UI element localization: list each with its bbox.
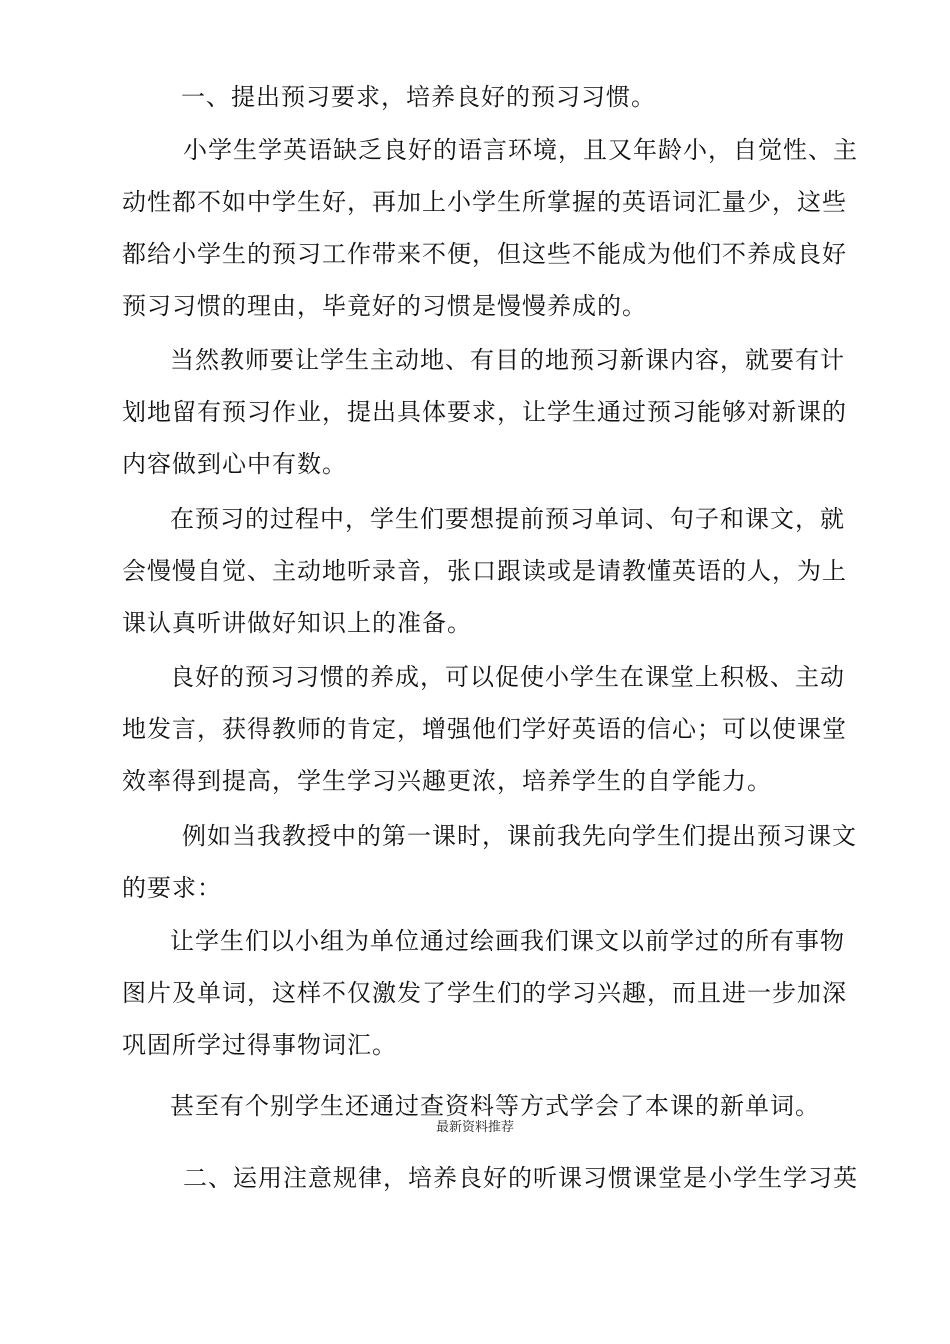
paragraph-line: 都给小学生的预习工作带来不便，但这些不能成为他们不养成良好 [122, 240, 847, 268]
paragraph-line: 在预习的过程中，学生们要想提前预习单词、句子和课文，就 [170, 505, 845, 533]
paragraph-line: 巩固所学过得事物词汇。 [122, 1031, 397, 1059]
paragraph-line: 内容做到心中有数。 [122, 450, 347, 478]
paragraph-line: 动性都不如中学生好，再加上小学生所掌握的英语词汇量少，这些 [122, 188, 847, 216]
paragraph-line: 效率得到提高，学生学习兴趣更浓，培养学生的自学能力。 [122, 767, 772, 795]
paragraph-line: 地发言，获得教师的肯定，增强他们学好英语的信心；可以使课堂 [122, 715, 847, 743]
paragraph-line: 预习习惯的理由，毕竟好的习惯是慢慢养成的。 [122, 292, 647, 320]
paragraph-line: 当然教师要让学生主动地、有目的地预习新课内容，就要有计 [170, 346, 845, 374]
paragraph-line: 划地留有预习作业，提出具体要求，让学生通过预习能够对新课的 [122, 398, 847, 426]
paragraph-line: 的要求： [122, 874, 222, 902]
paragraph-line: 小学生学英语缺乏良好的语言环境，且又年龄小，自觉性、主 [183, 136, 858, 164]
paragraph-line: 让学生们以小组为单位通过绘画我们课文以前学过的所有事物 [170, 927, 845, 955]
paragraph-line: 图片及单词，这样不仅激发了学生们的学习兴趣，而且进一步加深 [122, 979, 847, 1007]
paragraph-line: 课认真听讲做好知识上的准备。 [122, 609, 472, 637]
paragraph-line: 例如当我教授中的第一课时，课前我先向学生们提出预习课文 [182, 822, 857, 850]
paragraph-line: 会慢慢自觉、主动地听录音，张口跟读或是请教懂英语的人，为上 [122, 557, 847, 585]
paragraph-line: 良好的预习习惯的养成，可以促使小学生在课堂上积极、主动 [170, 663, 845, 691]
footer-note: 最新资料推荐 [435, 1120, 514, 1135]
paragraph-line: 甚至有个别学生还通过查资料等方式学会了本课的新单词。 [170, 1092, 820, 1120]
section-heading-2: 二、运用注意规律，培养良好的听课习惯课堂是小学生学习英 [183, 1164, 858, 1192]
section-heading-1: 一、提出预习要求，培养良好的预习习惯。 [181, 83, 656, 111]
